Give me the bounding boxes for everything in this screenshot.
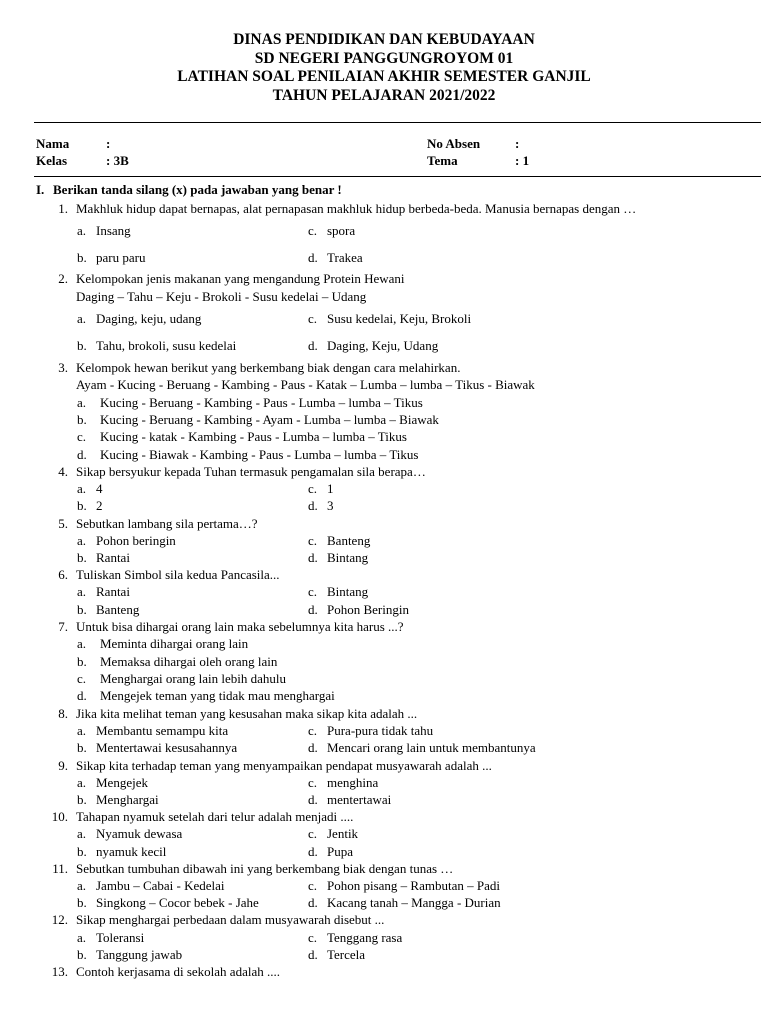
option-letter: b. [77, 792, 87, 807]
option-text: 2 [96, 498, 103, 513]
question-text: Kelompokan jenis makanan yang mengandung Protein Hewani [76, 271, 405, 286]
question-text: Kelompok hewan berikut yang berkembang biak dengan cara melahirkan. [76, 360, 461, 375]
nama-value: : [106, 136, 111, 151]
option-letter: c. [308, 723, 318, 738]
question-text-2: Daging – Tahu – Keju - Brokoli - Susu kedelai – Udang [76, 289, 367, 304]
question-text: Untuk bisa dihargai orang lain maka sebelumnya kita harus ...? [76, 619, 404, 634]
option-text: Mengejek teman yang tidak mau menghargai [100, 688, 335, 703]
option-text: Trakea [327, 250, 363, 265]
option-text: Kucing - Biawak - Kambing - Paus - Lumba – lumba – Tikus [100, 447, 419, 462]
option-letter: a. [77, 395, 87, 410]
option-text: mentertawai [327, 792, 392, 807]
question-text: Makhluk hidup dapat bernapas, alat pernapasan makhluk hidup berbeda-beda. Manusia bernapas dengan … [76, 201, 637, 216]
header-line-3: LATIHAN SOAL PENILAIAN AKHIR SEMESTER GANJIL [177, 68, 591, 85]
option-text: Pohon Beringin [327, 602, 409, 617]
section-title: Berikan tanda silang (x) pada jawaban yang benar ! [53, 182, 342, 197]
header-line-4: TAHUN PELAJARAN 2021/2022 [272, 86, 496, 104]
document-header [0, 31, 768, 105]
option-letter: d. [308, 895, 318, 910]
option-letter: d. [308, 602, 318, 617]
option-letter: b. [77, 338, 87, 353]
option-letter: d. [308, 550, 318, 565]
option-letter: c. [77, 429, 87, 444]
question-number: 10. [51, 809, 68, 824]
option-text: Pohon beringin [96, 533, 176, 548]
option-letter: b. [77, 654, 87, 669]
option-letter: a. [77, 930, 87, 945]
option-letter: a. [77, 826, 87, 841]
option-letter: c. [308, 930, 318, 945]
tema-label: Tema [427, 153, 458, 168]
option-letter: d. [308, 792, 318, 807]
option-text: Pura-pura tidak tahu [327, 723, 434, 738]
header-line-2: SD NEGERI PANGGUNGROYOM 01 [254, 49, 514, 67]
option-text: Nyamuk dewasa [96, 826, 183, 841]
option-letter: c. [77, 671, 87, 686]
option-letter: b. [77, 947, 87, 962]
option-text: Banteng [96, 602, 140, 617]
option-letter: d. [308, 338, 318, 353]
option-text: Menghargai [96, 792, 159, 807]
option-text: Tenggang rasa [327, 930, 403, 945]
option-text: Singkong – Cocor bebek - Jahe [96, 895, 259, 910]
option-text: spora [327, 223, 356, 238]
option-letter: a. [77, 223, 87, 238]
question-text: Sikap kita terhadap teman yang menyampaikan pendapat musyawarah adalah ... [76, 758, 492, 773]
option-text: Kacang tanah – Mangga - Durian [327, 895, 501, 910]
option-letter: a. [77, 636, 87, 651]
option-text: Tercela [327, 947, 366, 962]
option-letter: b. [77, 602, 87, 617]
tema-value: : 1 [515, 153, 530, 168]
option-text: Kucing - katak - Kambing - Paus - Lumba – lumba – Tikus [100, 429, 407, 444]
option-text: Pohon pisang – Rambutan – Padi [327, 878, 500, 893]
option-letter: c. [308, 223, 318, 238]
option-text: Kucing - Beruang - Kambing - Paus - Lumba – lumba – Tikus [100, 395, 423, 410]
option-letter: b. [77, 498, 87, 513]
question-text: Sikap bersyukur kepada Tuhan termasuk pengamalan sila berapa… [76, 464, 426, 479]
option-letter: a. [77, 723, 87, 738]
question-number: 13. [51, 964, 68, 979]
question-text: Sikap menghargai perbedaan dalam musyawarah disebut ... [76, 912, 385, 927]
option-text: Menghargai orang lain lebih dahulu [100, 671, 287, 686]
option-letter: d. [308, 947, 318, 962]
option-letter: a. [77, 533, 87, 548]
question-number: 12. [51, 912, 68, 927]
option-letter: a. [77, 878, 87, 893]
option-text: Meminta dihargai orang lain [100, 636, 249, 651]
option-text: Memaksa dihargai oleh orang lain [100, 654, 278, 669]
option-text: Kucing - Beruang - Kambing - Ayam - Lumba – lumba – Biawak [100, 412, 439, 427]
option-text: nyamuk kecil [96, 844, 167, 859]
option-letter: d. [308, 844, 318, 859]
option-text: Susu kedelai, Keju, Brokoli [327, 311, 472, 326]
option-text: menghina [327, 775, 379, 790]
kelas-label: Kelas [36, 153, 68, 168]
option-letter: b. [77, 250, 87, 265]
option-letter: c. [308, 826, 318, 841]
question-text: Sebutkan lambang sila pertama…? [76, 516, 258, 531]
question-number: 3. [58, 360, 68, 375]
option-letter: c. [308, 878, 318, 893]
option-text: Jentik [327, 826, 359, 841]
absen-label: No Absen [427, 136, 481, 151]
option-text: Pupa [327, 844, 353, 859]
option-letter: c. [308, 533, 318, 548]
option-text: Mengejek [96, 775, 148, 790]
question-number: 8. [58, 706, 68, 721]
option-text: 3 [327, 498, 334, 513]
header-line-1: DINAS PENDIDIKAN DAN KEBUDAYAAN [233, 31, 535, 48]
question-text-2: Ayam - Kucing - Beruang - Kambing - Paus - Katak – Lumba – lumba – Tikus - Biawak [76, 377, 535, 392]
option-text: Tahu, brokoli, susu kedelai [96, 338, 237, 353]
option-letter: d. [308, 250, 318, 265]
option-text: Jambu – Cabai - Kedelai [96, 878, 225, 893]
option-text: 1 [327, 481, 334, 496]
option-letter: a. [77, 775, 87, 790]
option-text: paru paru [96, 250, 146, 265]
question-number: 9. [58, 758, 68, 773]
option-text: Membantu semampu kita [96, 723, 229, 738]
option-letter: b. [77, 844, 87, 859]
question-number: 5. [58, 516, 68, 531]
nama-label: Nama [36, 136, 70, 151]
option-text: Tanggung jawab [96, 947, 183, 962]
question-text: Tuliskan Simbol sila kedua Pancasila... [76, 567, 280, 582]
option-letter: a. [77, 311, 87, 326]
option-text: Daging, keju, udang [96, 311, 202, 326]
option-text: 4 [96, 481, 103, 496]
option-text: Rantai [96, 584, 130, 599]
option-letter: c. [308, 481, 318, 496]
option-text: Insang [96, 223, 131, 238]
option-letter: d. [308, 498, 318, 513]
question-number: 2. [58, 271, 68, 286]
question-number: 4. [58, 464, 68, 479]
question-number: 1. [58, 201, 68, 216]
option-text: Rantai [96, 550, 130, 565]
option-letter: b. [77, 412, 87, 427]
question-text: Jika kita melihat teman yang kesusahan maka sikap kita adalah ... [76, 706, 418, 721]
option-text: Mencari orang lain untuk membantunya [327, 740, 536, 755]
option-letter: d. [77, 447, 87, 462]
option-letter: c. [308, 311, 318, 326]
info-divider [34, 176, 761, 177]
option-text: Toleransi [96, 930, 145, 945]
section-number: I. [36, 182, 45, 197]
option-text: Bintang [327, 584, 369, 599]
question-text: Contoh kerjasama di sekolah adalah .... [76, 964, 280, 979]
option-letter: b. [77, 550, 87, 565]
header-divider [34, 122, 761, 123]
absen-value: : [515, 136, 520, 151]
option-letter: c. [308, 584, 318, 599]
option-letter: d. [308, 740, 318, 755]
option-letter: c. [308, 775, 318, 790]
question-text: Tahapan nyamuk setelah dari telur adalah menjadi .... [76, 809, 354, 824]
option-letter: b. [77, 740, 87, 755]
option-letter: b. [77, 895, 87, 910]
option-letter: a. [77, 481, 87, 496]
option-text: Daging, Keju, Udang [327, 338, 439, 353]
option-letter: d. [77, 688, 87, 703]
option-text: Bintang [327, 550, 369, 565]
question-number: 7. [58, 619, 68, 634]
question-text: Sebutkan tumbuhan dibawah ini yang berkembang biak dengan tunas … [76, 861, 454, 876]
kelas-value: : 3B [106, 153, 129, 168]
option-letter: a. [77, 584, 87, 599]
question-number: 11. [52, 861, 68, 876]
question-number: 6. [58, 567, 68, 582]
option-text: Banteng [327, 533, 371, 548]
option-text: Mentertawai kesusahannya [96, 740, 238, 755]
